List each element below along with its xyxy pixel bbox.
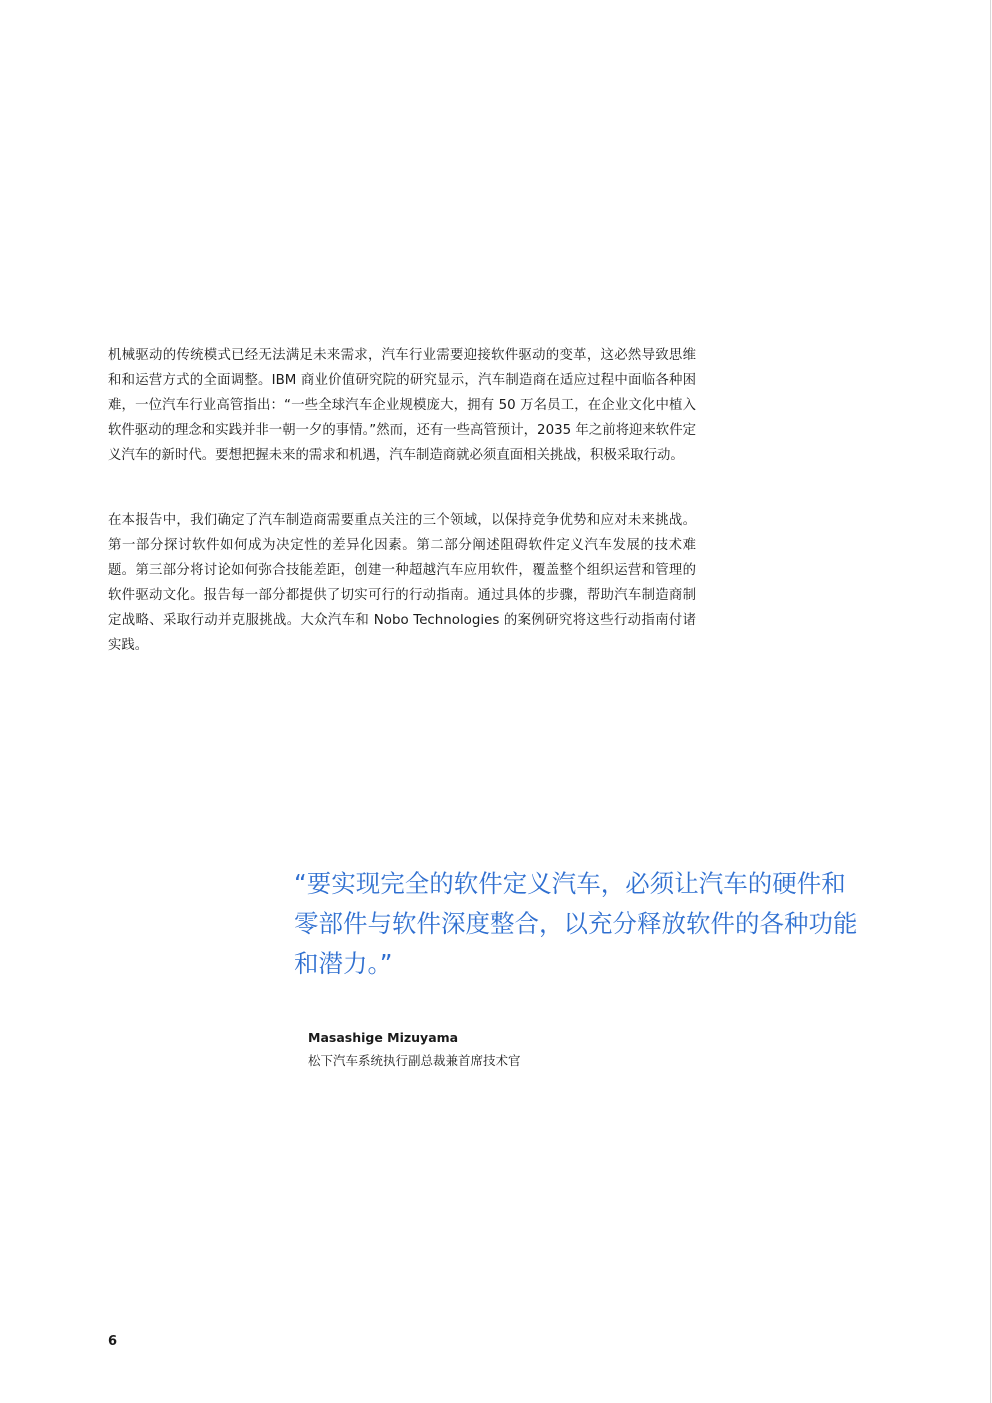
page-edge-divider bbox=[990, 0, 991, 1403]
body-paragraph-1: 机械驱动的传统模式已经无法满足未来需求，汽车行业需要迎接软件驱动的变革，这必然导致思维和和运营方式的全面调整。IBM 商业价值研究院的研究显示，汽车制造商在适应过程中面临各种困难，一位汽车行业高管指出：“一些全球汽车企业规模庞大，拥有 50 万名员工，在企业文化中植入软件驱动的理念和实践并非一朝一夕的事情。”然而，还有一些高管预计，2035 年之前将迎来软件定义汽车的新时代。要想把握未来的需求和机遇，汽车制造商就必须直面相关挑战，积极采取行动。 bbox=[108, 348, 696, 463]
quote-author-title: 松下汽车系统执行副总裁兼首席技术官 bbox=[308, 1053, 521, 1068]
body-paragraph-2: 在本报告中，我们确定了汽车制造商需要重点关注的三个领域，以保持竞争优势和应对未来挑战。第一部分探讨软件如何成为决定性的差异化因素。第二部分阐述阻碍软件定义汽车发展的技术难题。第三部分将讨论如何弥合技能差距，创建一种超越汽车应用软件，覆盖整个组织运营和管理的软件驱动文化。报告每一部分都提供了切实可行的行动指南。通过具体的步骤，帮助汽车制造商制定战略、采取行动并克服挑战。大众汽车和 Nobo Technologies 的案例研究将这些行动指南付诸实践。 bbox=[108, 513, 696, 653]
page-number: 6 bbox=[108, 1334, 118, 1349]
pull-quote: “要实现完全的软件定义汽车，必须让汽车的硬件和零部件与软件深度整合，以充分释放软件的各种功能和潜力。” bbox=[294, 869, 858, 978]
quote-author-name: Masashige Mizuyama bbox=[308, 1030, 459, 1045]
